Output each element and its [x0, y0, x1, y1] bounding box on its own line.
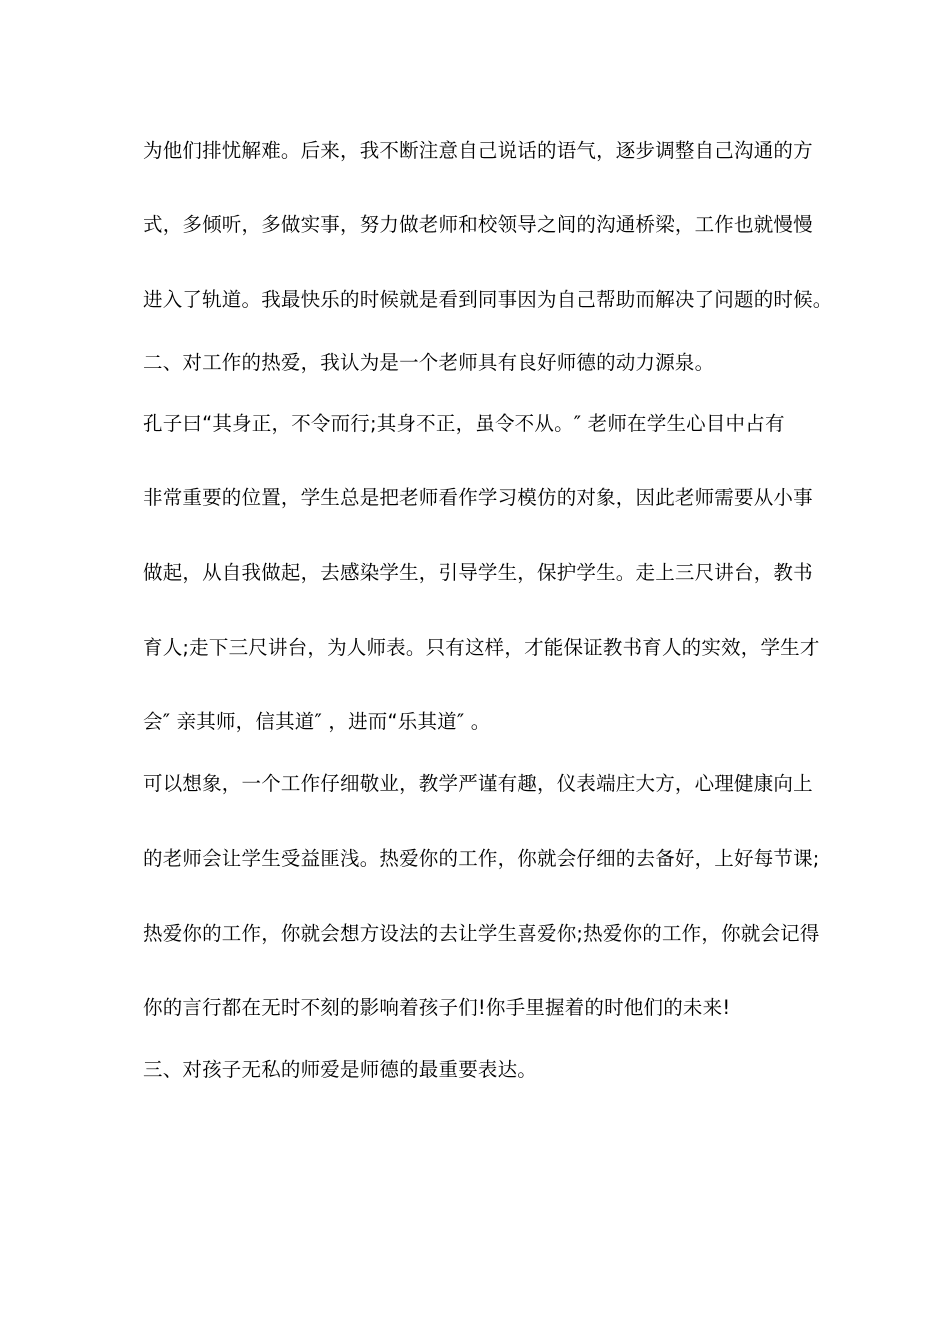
text-line: 热爱你的工作，你就会想方设法的去让学生喜爱你;热爱你的工作，你就会记得: [143, 922, 820, 945]
text-line: 你的言行都在无时不刻的影响着孩子们!你手里握着的时他们的未来!: [143, 996, 731, 1019]
section-heading: 三、对孩子无私的师爱是师德的最重要表达。: [143, 1058, 538, 1081]
text-line: 式，多倾听，多做实事，努力做老师和校领导之间的沟通桥梁，工作也就慢慢: [143, 213, 813, 236]
text-line: 孔子曰“其身正，不令而行;其身不正，虽令不从。″ 老师在学生心目中占有: [143, 412, 785, 435]
text-line: 育人;走下三尺讲台，为人师表。只有这样，才能保证教书育人的实效，学生才: [143, 636, 820, 659]
text-line: 做起，从自我做起，去感染学生，引导学生，保护学生。走上三尺讲台，教书: [143, 561, 813, 584]
text-line: 可以想象，一个工作仔细敬业，教学严谨有趣，仪表端庄大方，心理健康向上: [143, 772, 813, 795]
text-line: 的老师会让学生受益匪浅。热爱你的工作，你就会仔细的去备好，上好每节课;: [143, 847, 820, 870]
text-line: 为他们排忧解难。后来，我不断注意自己说话的语气，逐步调整自己沟通的方: [143, 139, 813, 162]
text-line: 非常重要的位置，学生总是把老师看作学习模仿的对象，因此老师需要从小事: [143, 486, 813, 509]
text-line: 进入了轨道。我最快乐的时候就是看到同事因为自己帮助而解决了问题的时候。: [143, 288, 833, 311]
section-heading: 二、对工作的热爱，我认为是一个老师具有良好师德的动力源泉。: [143, 351, 715, 374]
text-line: 会″ 亲其师，信其道″ ，进而“乐其道″ 。: [143, 710, 491, 733]
